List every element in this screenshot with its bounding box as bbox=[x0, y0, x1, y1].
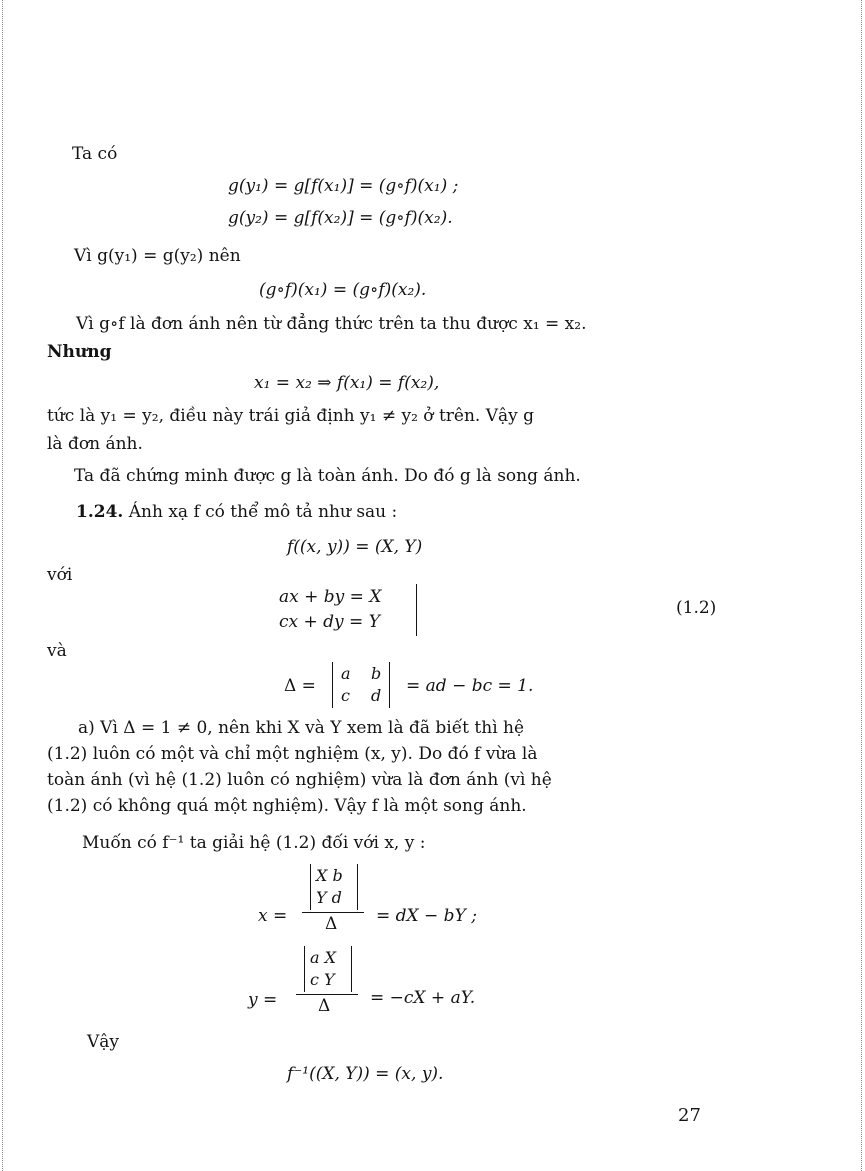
equation-gof: (g∘f)(x₁) = (g∘f)(x₂). bbox=[259, 280, 427, 300]
left-page-edge bbox=[2, 0, 3, 1171]
exercise-text: Ánh xạ f có thể mô tả như sau : bbox=[128, 502, 398, 522]
det-entry-b: b bbox=[371, 664, 382, 683]
part-a-line-2: (1.2) luôn có một và chỉ một nghiệm (x, y). Do đó f vừa là bbox=[47, 744, 538, 764]
equation-g-y2: g(y₂) = g[f(x₂)] = (g∘f)(x₂). bbox=[228, 208, 453, 228]
y-fraction-bar bbox=[296, 994, 358, 995]
inverse-map-equation: f⁻¹((X, Y)) = (x, y). bbox=[287, 1064, 444, 1084]
equation-x1-x2: x₁ = x₂ ⇒ f(x₁) = f(x₂), bbox=[254, 373, 440, 393]
y-denominator: Δ bbox=[318, 996, 331, 1016]
system-equation-2: cx + dy = Y bbox=[279, 612, 380, 632]
therefore-text: Vậy bbox=[87, 1032, 120, 1052]
part-a-line-4: (1.2) có không quá một nghiệm). Vậy f là một song ánh. bbox=[47, 796, 527, 816]
inverse-intro: Muốn có f⁻¹ ta giải hệ (1.2) đối với x, y : bbox=[82, 833, 426, 853]
with-text: với bbox=[47, 565, 73, 585]
right-page-edge bbox=[861, 0, 862, 1171]
x-denominator: Δ bbox=[325, 914, 338, 934]
x-fraction-bar bbox=[302, 912, 364, 913]
y-det-row-2: c Y bbox=[310, 970, 335, 989]
system-brace bbox=[412, 584, 417, 636]
delta-rhs: = ad − bc = 1. bbox=[406, 676, 534, 696]
x-det-row-2: Y d bbox=[316, 888, 342, 907]
delta-determinant bbox=[332, 662, 390, 708]
x-numerator-determinant bbox=[310, 864, 358, 910]
injective-text: Vì g∘f là đơn ánh nên từ đẳng thức trên ta thu được x₁ = x₂. bbox=[76, 314, 587, 334]
det-entry-c: c bbox=[341, 686, 350, 705]
conclusion-text: Ta đã chứng minh được g là toàn ánh. Do đó g là song ánh. bbox=[74, 466, 581, 486]
y-det-row-1: a X bbox=[310, 948, 337, 967]
intro-text: Ta có bbox=[72, 144, 118, 164]
and-text: và bbox=[47, 641, 67, 661]
equation-g-y1: g(y₁) = g[f(x₁)] = (g∘f)(x₁) ; bbox=[228, 176, 459, 196]
x-rhs: = dX − bY ; bbox=[376, 906, 477, 926]
part-a-line-1: a) Vì Δ = 1 ≠ 0, nên khi X và Y xem là đã biết thì hệ bbox=[78, 718, 525, 738]
contradiction-line-1: tức là y₁ = y₂, điều này trái giả định y₁ ≠ y₂ ở trên. Vậy g bbox=[47, 406, 535, 426]
y-numerator-determinant bbox=[304, 946, 352, 992]
page-number: 27 bbox=[678, 1105, 701, 1126]
system-equation-1: ax + by = X bbox=[279, 587, 382, 607]
but-text: Nhưng bbox=[47, 342, 112, 362]
since-text: Vì g(y₁) = g(y₂) nên bbox=[74, 246, 241, 266]
x-det-row-1: X b bbox=[316, 866, 343, 885]
y-lhs: y = bbox=[248, 990, 278, 1010]
map-definition: f((x, y)) = (X, Y) bbox=[287, 537, 423, 557]
exercise-number: 1.24. bbox=[76, 502, 124, 522]
system-tag: (1.2) bbox=[676, 598, 717, 618]
part-a-line-3: toàn ánh (vì hệ (1.2) luôn có nghiệm) vừa là đơn ánh (vì hệ bbox=[47, 770, 552, 790]
det-entry-d: d bbox=[371, 686, 382, 705]
x-lhs: x = bbox=[258, 906, 288, 926]
delta-lhs: Δ = bbox=[284, 676, 316, 696]
y-rhs: = −cX + aY. bbox=[370, 988, 476, 1008]
det-entry-a: a bbox=[341, 664, 351, 683]
exercise-heading bbox=[76, 502, 397, 522]
contradiction-line-2: là đơn ánh. bbox=[47, 434, 143, 454]
